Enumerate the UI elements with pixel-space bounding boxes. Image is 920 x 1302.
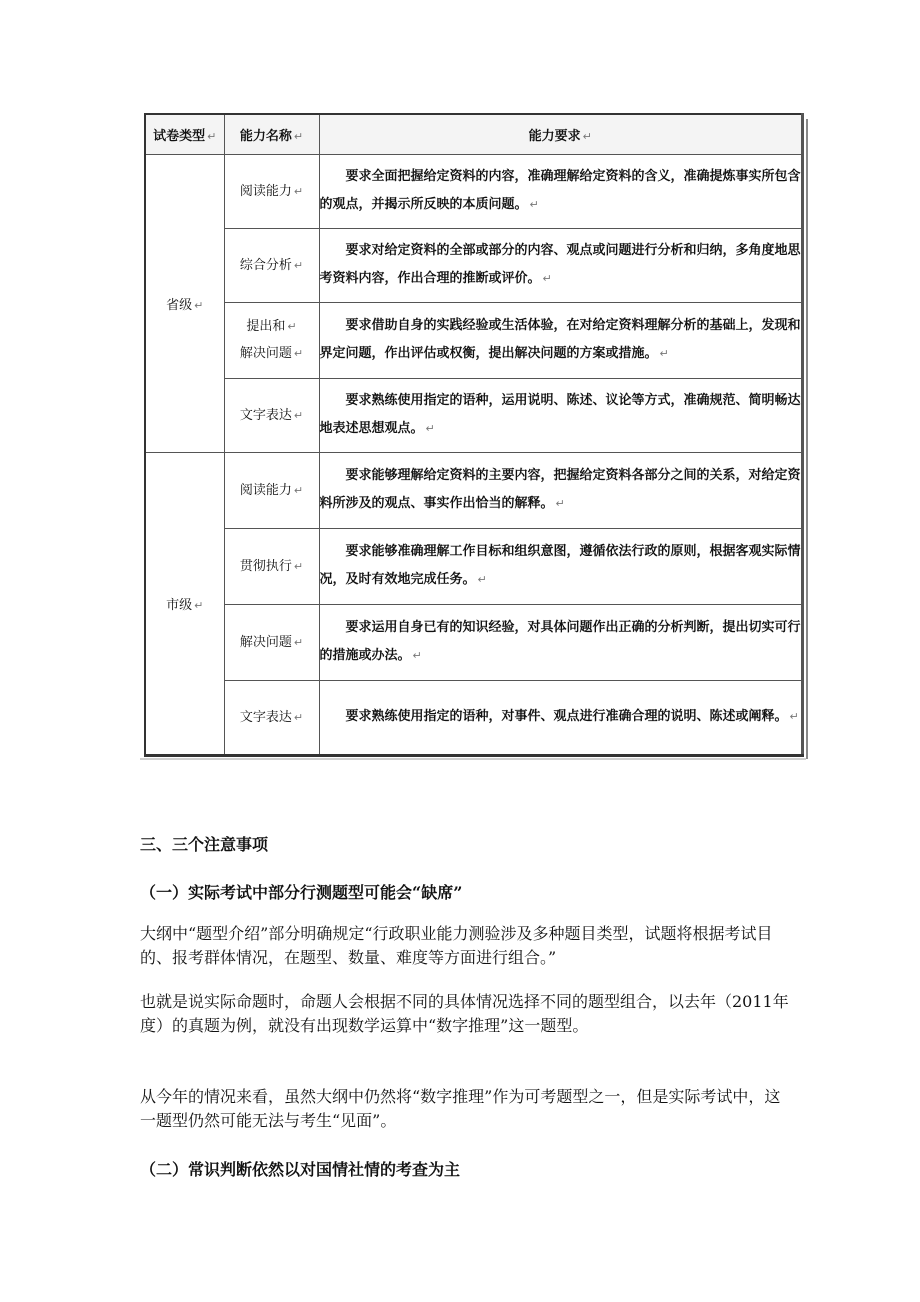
paragraph-3: 从今年的情况来看，虽然大纲中仍然将“数字推理”作为可考题型之一，但是实际考试中，这一题型仍然可能无法与考生“见面”。 bbox=[140, 1087, 781, 1130]
ability-requirement-cell: 要求全面把握给定资料的内容，准确理解给定资料的含义，准确提炼事实所包含的观点，并揭示所反映的本质问题。 ↵ bbox=[319, 154, 803, 228]
ability-requirements-table-wrapper bbox=[140, 113, 808, 760]
ability-requirement-cell: 要求熟练使用指定的语种，运用说明、陈述、议论等方式，准确规范、简明畅达地表述思想观点。 ↵ bbox=[319, 378, 803, 452]
table-header-row bbox=[145, 114, 803, 154]
sub-heading-2: （二）常识判断依然以对国情社情的考查为主 bbox=[140, 1160, 461, 1179]
ability-name-cell: 阅读能力 ↵ bbox=[224, 452, 319, 528]
section-heading: 三、三个注意事项 bbox=[140, 835, 269, 854]
header-ability-requirement: 能力要求 ↵ bbox=[319, 114, 803, 154]
header-exam-type: 试卷类型 ↵ bbox=[145, 114, 224, 154]
ability-name-cell: 提出和 ↵ 解决问题 ↵ bbox=[224, 302, 319, 378]
table-scan-edge-bottom bbox=[140, 758, 806, 760]
ability-name-cell: 文字表达 ↵ bbox=[224, 378, 319, 452]
header-ability-name: 能力名称 ↵ bbox=[224, 114, 319, 154]
table-row bbox=[145, 228, 803, 302]
exam-type-provincial: 省级 ↵ bbox=[145, 154, 224, 452]
paragraph-1: 大纲中“题型介绍”部分明确规定“行政职业能力测验涉及多种题目类型，试题将根据考试目的、报考群体情况，在题型、数量、难度等方面进行组合。” bbox=[140, 924, 773, 967]
paragraph-2: 也就是说实际命题时，命题人会根据不同的具体情况选择不同的题型组合，以去年（2011年度）的真题为例，就没有出现数学运算中“数字推理”这一题型。 bbox=[140, 992, 789, 1035]
table-row bbox=[145, 604, 803, 680]
table-row bbox=[145, 154, 803, 228]
ability-requirement-cell: 要求运用自身已有的知识经验，对具体问题作出正确的分析判断，提出切实可行的措施或办法。 ↵ bbox=[319, 604, 803, 680]
ability-name-cell: 解决问题 ↵ bbox=[224, 604, 319, 680]
ability-name-cell: 综合分析 ↵ bbox=[224, 228, 319, 302]
ability-requirement-cell: 要求借助自身的实践经验或生活体验，在对给定资料理解分析的基础上，发现和界定问题，作出评估或权衡，提出解决问题的方案或措施。 ↵ bbox=[319, 302, 803, 378]
ability-requirements-table bbox=[144, 113, 804, 757]
exam-type-municipal: 市级 ↵ bbox=[145, 452, 224, 755]
ability-name-cell: 文字表达 ↵ bbox=[224, 680, 319, 755]
ability-requirement-cell: 要求对给定资料的全部或部分的内容、观点或问题进行分析和归纳，多角度地思考资料内容，作出合理的推断或评价。 ↵ bbox=[319, 228, 803, 302]
table-row bbox=[145, 680, 803, 755]
sub-heading-1: （一）实际考试中部分行测题型可能会“缺席” bbox=[140, 883, 463, 902]
ability-requirement-cell: 要求能够准确理解工作目标和组织意图，遵循依法行政的原则，根据客观实际情况，及时有效地完成任务。 ↵ bbox=[319, 528, 803, 604]
table-row bbox=[145, 302, 803, 378]
ability-requirement-cell: 要求熟练使用指定的语种，对事件、观点进行准确合理的说明、陈述或阐释。 ↵ bbox=[319, 680, 803, 755]
table-row bbox=[145, 528, 803, 604]
ability-name-cell: 阅读能力 ↵ bbox=[224, 154, 319, 228]
table-row bbox=[145, 452, 803, 528]
ability-name-cell: 贯彻执行 ↵ bbox=[224, 528, 319, 604]
table-row bbox=[145, 378, 803, 452]
table-scan-edge-right bbox=[806, 119, 808, 759]
ability-requirement-cell: 要求能够理解给定资料的主要内容，把握给定资料各部分之间的关系，对给定资料所涉及的观点、事实作出恰当的解释。 ↵ bbox=[319, 452, 803, 528]
